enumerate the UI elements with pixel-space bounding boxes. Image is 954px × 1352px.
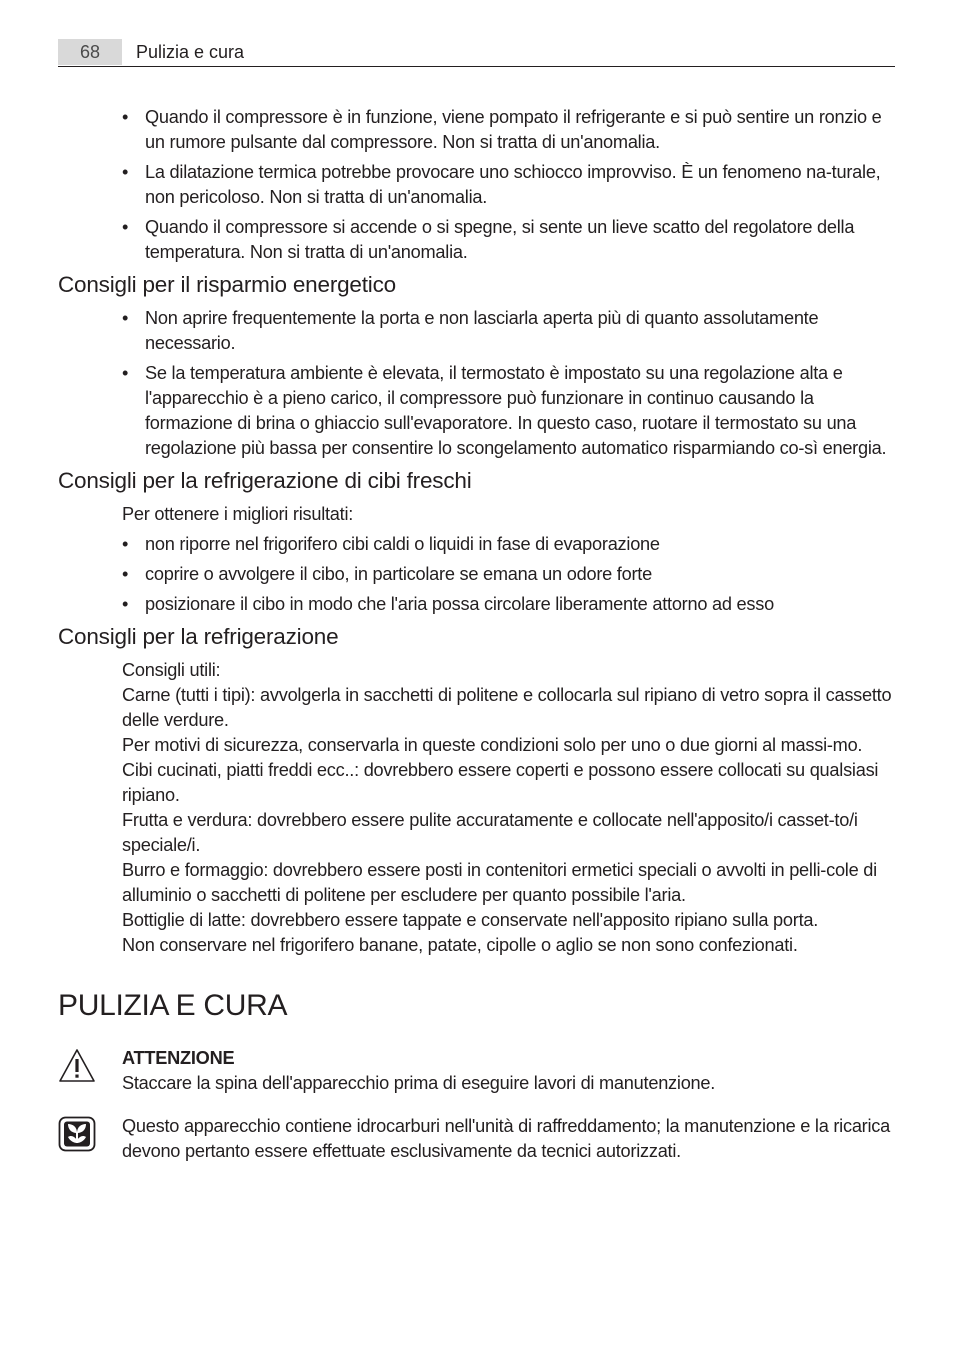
text-line: Cibi cucinati, piatti freddi ecc..: dovrebbero essere coperti e possono essere collocati su qualsiasi ripiano. (122, 760, 879, 805)
text-line: Frutta e verdura: dovrebbero essere pulite accuratamente e collocate nell'apposito/i casset-to/i speciale/i. (122, 810, 858, 855)
list-item: • Non aprire frequentemente la porta e non lasciarla aperta più di quanto assolutamente necessario. (122, 308, 819, 353)
refrigeration-text (58, 658, 895, 958)
manual-page (58, 38, 895, 1164)
warning-text: Staccare la spina dell'apparecchio prima di eseguire lavori di manutenzione. (122, 1073, 716, 1093)
fresh-food-bullet-list (58, 532, 895, 617)
fresh-food-heading: Consigli per la refrigerazione di cibi freschi (58, 468, 472, 493)
list-item: • coprire o avvolgere il cibo, in particolare se emana un odore forte (122, 564, 652, 584)
list-item: • posizionare il cibo in modo che l'aria possa circolare liberamente attorno ad esso (122, 594, 774, 614)
list-item: • Quando il compressore è in funzione, viene pompato il refrigerante e si può sentire un ronzio e un rumore pulsante dal compressore. Non si tratta di un'anomalia. (122, 107, 882, 152)
header-section-title: Pulizia e cura (136, 41, 245, 62)
list-item: • Se la temperatura ambiente è elevata, il termostato è impostato su una regolazione alta e l'apparecchio è a pieno carico, il compressore può funzionare in continuo causando la formazione di brina o ghiaccio sull'evaporatore. In questo caso, ruotare il termostato su una regolazione più bassa per consentire lo scongelamento automatico risparmiando co-sì energia. (122, 363, 887, 458)
energy-bullet-list (58, 306, 895, 461)
environment-text: Questo apparecchio contiene idrocarburi nell'unità di raffreddamento; la manutenzione e la ricarica devono pertanto essere effettuate esclusivamente da tecnici autorizzati. (122, 1116, 890, 1161)
text-line: Consigli utili: (122, 660, 221, 680)
warning-title: ATTENZIONE (122, 1048, 235, 1068)
text-line: Carne (tutti i tipi): avvolgerla in sacchetti di politene e collocarla sul ripiano di vetro sopra il cassetto delle verdure. (122, 685, 892, 730)
environment-notice (58, 1114, 895, 1164)
list-item: • non riporre nel frigorifero cibi caldi o liquidi in fase di evaporazione (122, 534, 660, 554)
text-line: Per motivi di sicurezza, conservarla in queste condizioni solo per uno o due giorni al massi-mo. (122, 735, 863, 755)
text-line: Bottiglie di latte: dovrebbero essere tappate e conservate nell'apposito ripiano sulla porta. (122, 910, 819, 930)
cleaning-heading: PULIZIA E CURA (58, 989, 288, 1022)
intro-bullet-list (58, 105, 895, 265)
environment-icon (58, 1116, 96, 1159)
text-line: Burro e formaggio: dovrebbero essere posti in contenitori ermetici speciali o avvolti in pelli-cole di alluminio o sacchetti di politene per escludere per quanto possibile l'aria. (122, 860, 877, 905)
fresh-food-intro: Per ottenere i migliori risultati: (122, 504, 354, 524)
list-item: • Quando il compressore si accende o si spegne, si sente un lieve scatto del regolatore della temperatura. Non si tratta di un'anomalia. (122, 217, 855, 262)
list-item: • La dilatazione termica potrebbe provocare uno schiocco improvviso. È un fenomeno na-turale, non pericoloso. Non si tratta di un'anomalia. (122, 162, 881, 207)
warning-triangle-icon (58, 1048, 96, 1091)
page-header (58, 38, 895, 67)
text-line: Non conservare nel frigorifero banane, patate, cipolle o aglio se non sono confezionati. (122, 935, 798, 955)
refrigeration-heading: Consigli per la refrigerazione (58, 624, 339, 649)
energy-heading: Consigli per il risparmio energetico (58, 272, 396, 297)
page-number: 68 (58, 39, 122, 65)
warning-notice (58, 1046, 895, 1096)
